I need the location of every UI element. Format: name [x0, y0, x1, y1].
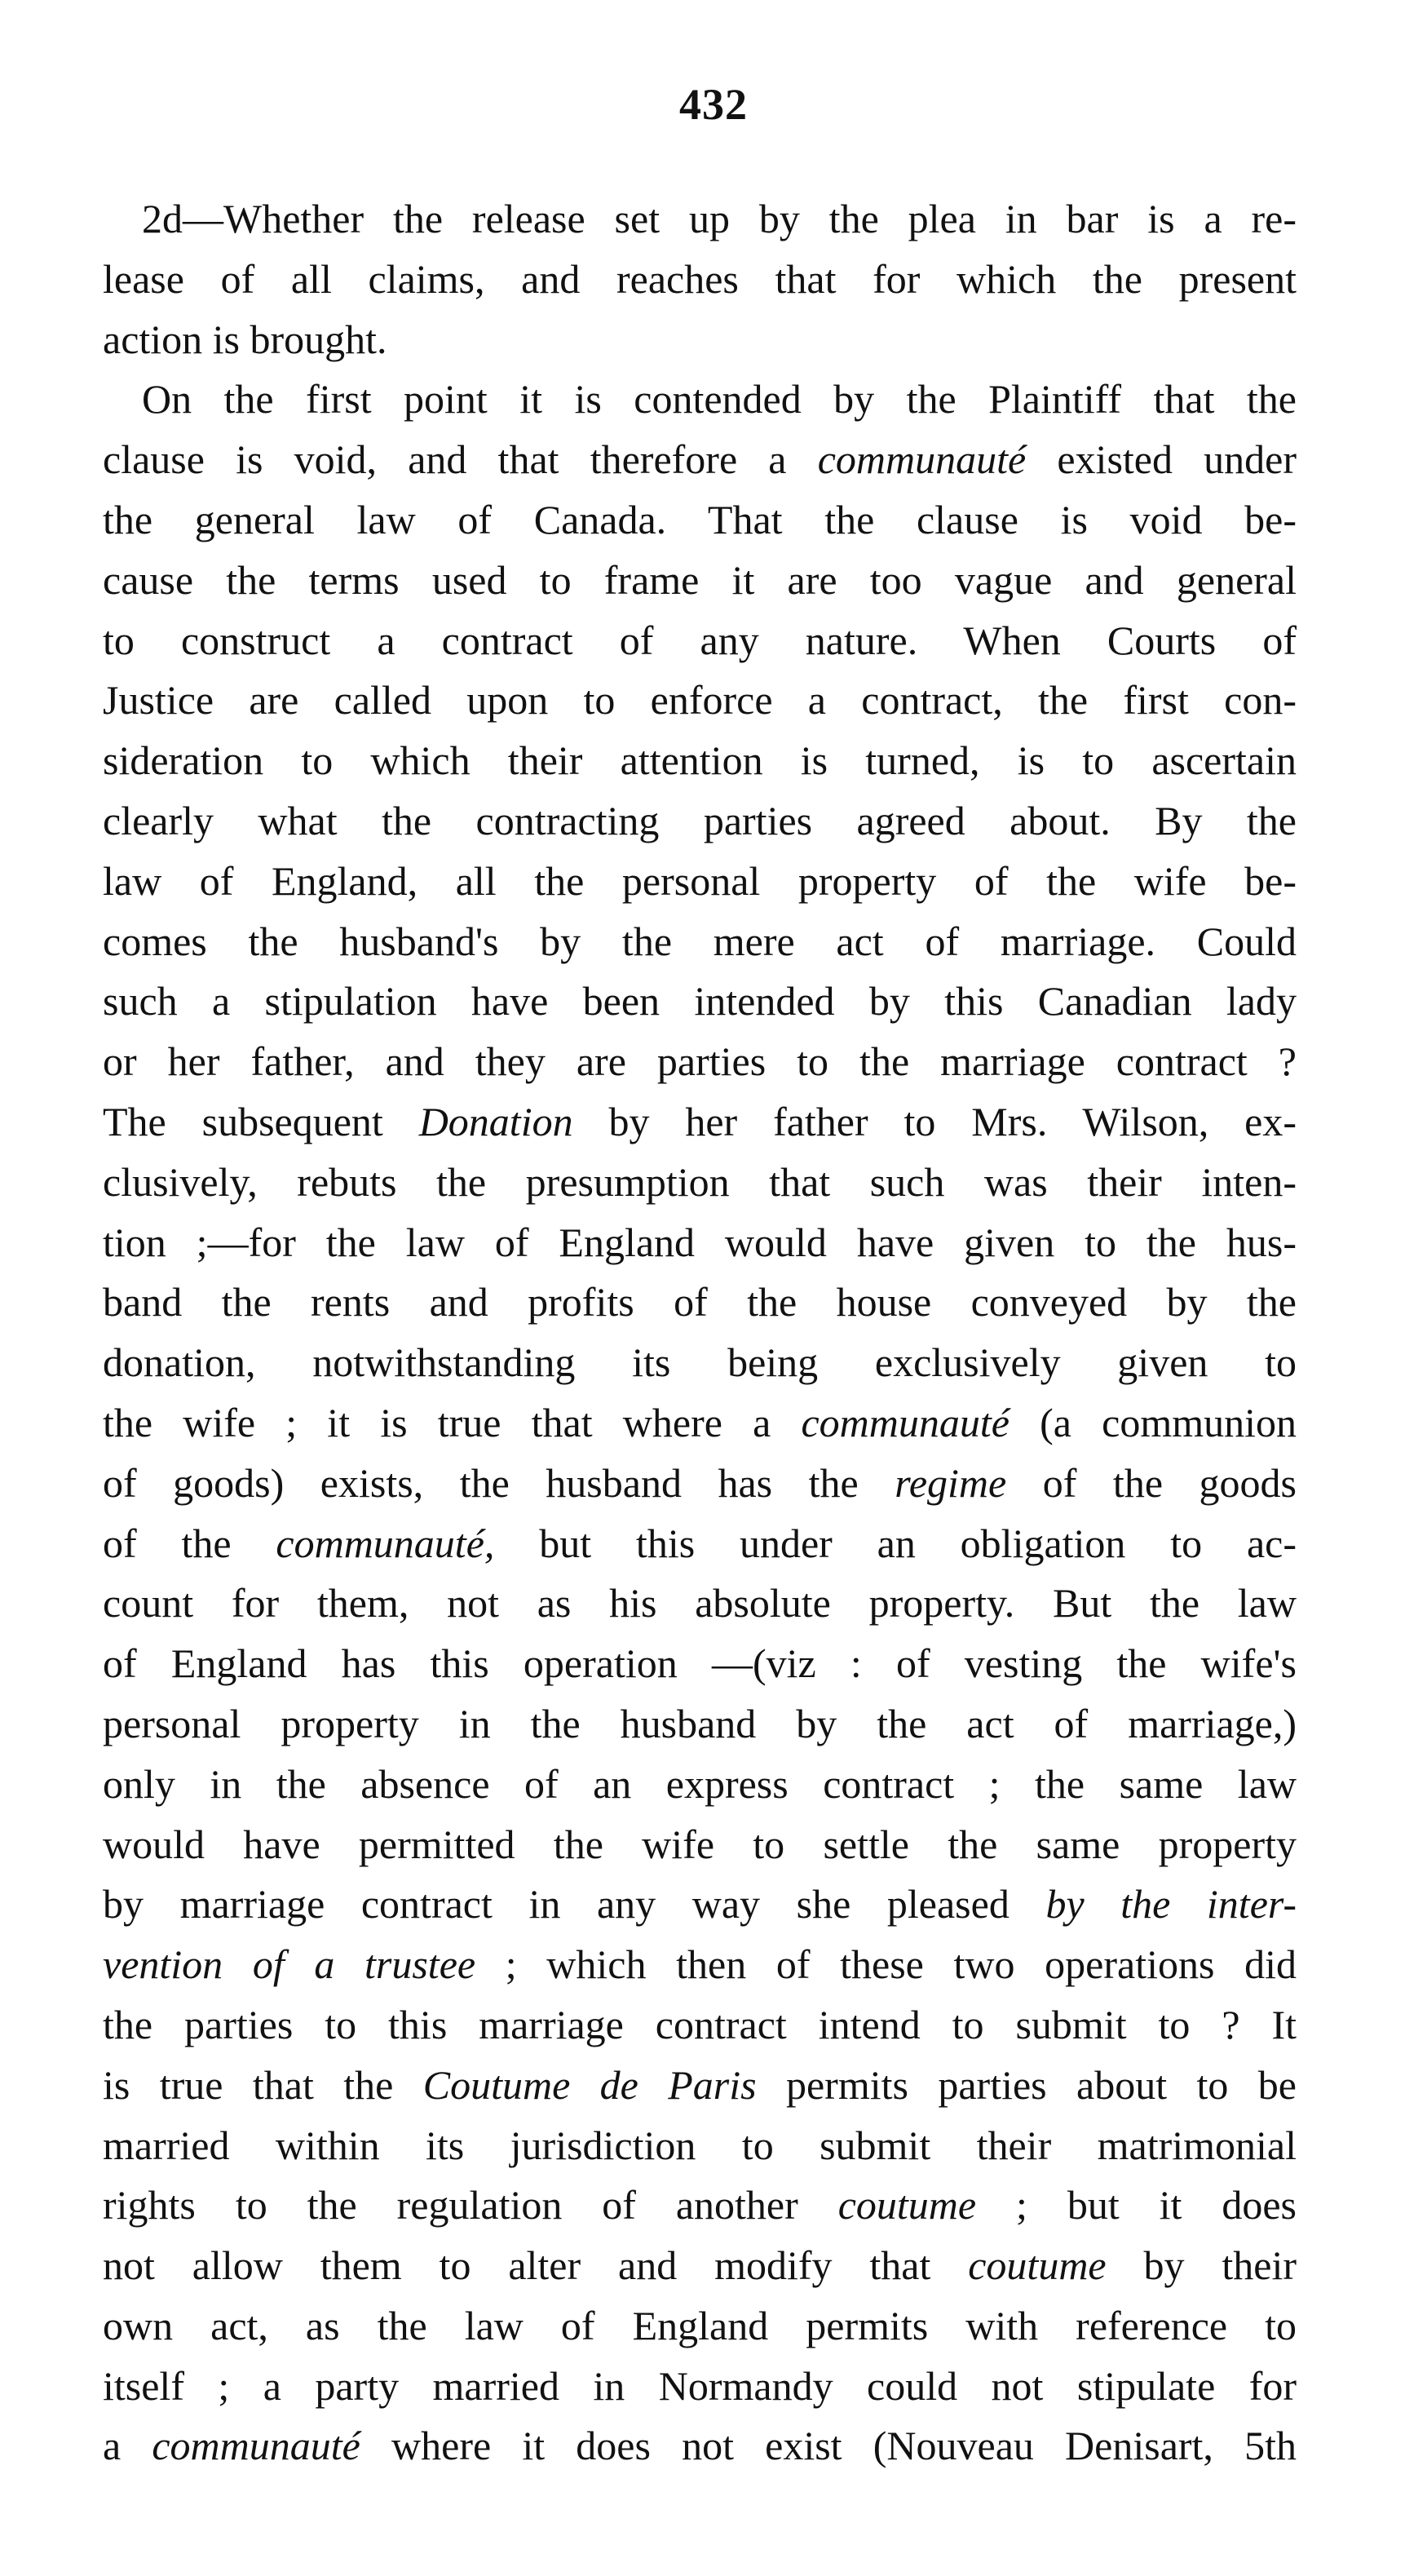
- italic-text: communauté: [817, 436, 1027, 483]
- text-line: [103, 1213, 1297, 1273]
- text-segment: to construct a contract of any nature. When Courts of: [103, 617, 1297, 663]
- text-line: [103, 310, 1297, 370]
- italic-text: Coutume de Paris: [422, 2061, 757, 2108]
- text-line: [103, 189, 1297, 250]
- text-segment: not allow them to alter and modify that: [103, 2242, 969, 2289]
- italic-text: vention of a trustee: [103, 1941, 476, 1988]
- text-segment: permits parties about to be: [756, 2061, 1297, 2108]
- text-segment: comes the husband's by the mere act of marriage. Could: [103, 918, 1297, 964]
- text-segment: The subsequent: [103, 1098, 419, 1144]
- text-segment: ; which then of these two operations did: [475, 1941, 1297, 1988]
- italic-text: communauté: [801, 1399, 1010, 1445]
- italic-text: coutume: [837, 2182, 977, 2229]
- text-segment: of the: [103, 1520, 276, 1566]
- text-line: [103, 1815, 1297, 1875]
- text-line: [103, 1573, 1297, 1634]
- text-segment: but this under an obligation to ac-: [494, 1520, 1297, 1566]
- text-line: [103, 2236, 1297, 2296]
- text-line: [103, 1694, 1297, 1755]
- text-line: [103, 1935, 1297, 1995]
- text-line: [103, 1032, 1297, 1092]
- text-line: [103, 250, 1297, 310]
- text-segment: married within its jurisdiction to submit their matrimonial: [103, 2122, 1297, 2168]
- text-line: [103, 671, 1297, 731]
- text-segment: such a stipulation have been intended by this Canadian lady: [103, 978, 1297, 1025]
- text-segment: tion ;—for the law of England would have given to the hus-: [103, 1219, 1297, 1265]
- body-text: [103, 189, 1297, 2476]
- text-line: [103, 2357, 1297, 2417]
- text-line: [103, 1333, 1297, 1393]
- text-segment: 2d—Whether the release set up by the plea in bar is a re-: [142, 196, 1297, 241]
- italic-text: by the inter-: [1045, 1881, 1297, 1928]
- text-line: [103, 490, 1297, 551]
- text-line: [103, 791, 1297, 852]
- text-segment: is true that the: [103, 2061, 423, 2108]
- text-line: [103, 1153, 1297, 1213]
- text-segment: Justice are called upon to enforce a contract, the first con-: [103, 677, 1297, 724]
- text-line: [103, 852, 1297, 912]
- text-segment: law of England, all the personal property of the wife be-: [103, 857, 1297, 904]
- text-segment: of goods) exists, the husband has the: [103, 1459, 895, 1506]
- text-line: [103, 731, 1297, 791]
- text-line: [103, 1634, 1297, 1694]
- text-line: [103, 1874, 1297, 1935]
- text-segment: by their: [1106, 2242, 1297, 2289]
- text-segment: own act, as the law of England permits with reference to: [103, 2302, 1297, 2348]
- text-segment: by marriage contract in any way she pleased: [103, 1881, 1046, 1928]
- text-segment: where it does not exist (Nouveau Denisart, 5th: [360, 2423, 1297, 2469]
- text-line: [103, 2175, 1297, 2236]
- italic-text: Donation: [418, 1098, 573, 1144]
- text-segment: the parties to this marriage contract intend to submit to ? It: [103, 2001, 1297, 2047]
- text-segment: only in the absence of an express contract ; the same law: [103, 1760, 1297, 1807]
- text-segment: or her father, and they are parties to the marriage contract ?: [103, 1038, 1297, 1085]
- text-segment: would have permitted the wife to settle the same property: [103, 1821, 1297, 1867]
- text-line: [103, 611, 1297, 671]
- text-segment: lease of all claims, and reaches that for which the present: [103, 255, 1297, 302]
- text-line: [103, 1514, 1297, 1574]
- text-segment: cause the terms used to frame it are too vague and general: [103, 556, 1297, 603]
- text-segment: by her father to Mrs. Wilson, ex-: [572, 1098, 1297, 1144]
- text-segment: count for them, not as his absolute property. But the law: [103, 1580, 1297, 1627]
- text-segment: sideration to which their attention is turned, is to ascertain: [103, 737, 1297, 784]
- text-segment: band the rents and profits of the house conveyed by the: [103, 1279, 1297, 1326]
- page-number: 432: [679, 80, 748, 129]
- text-line: [103, 370, 1297, 430]
- text-segment: itself ; a party married in Normandy could not stipulate for: [103, 2362, 1297, 2409]
- text-line: [103, 1092, 1297, 1153]
- text-segment: clearly what the contracting parties agreed about. By the: [103, 797, 1297, 843]
- text-line: [103, 2296, 1297, 2357]
- text-segment: On the first point it is contended by the Plaintiff that the: [142, 376, 1297, 423]
- text-line: [103, 972, 1297, 1032]
- text-segment: the general law of Canada. That the clause is void be-: [103, 496, 1297, 542]
- text-segment: personal property in the husband by the act of marriage,): [103, 1700, 1297, 1746]
- text-line: [103, 2056, 1297, 2116]
- text-segment: clusively, rebuts the presumption that such was their inten-: [103, 1158, 1297, 1205]
- text-line: [103, 551, 1297, 611]
- text-segment: rights to the regulation of another: [103, 2182, 838, 2229]
- text-segment: (a communion: [1009, 1399, 1297, 1445]
- italic-text: communauté: [152, 2423, 360, 2469]
- text-segment: action is brought.: [103, 316, 387, 362]
- text-line: [103, 912, 1297, 972]
- text-line: [103, 430, 1297, 490]
- text-segment: the wife ; it is true that where a: [103, 1399, 802, 1445]
- text-segment: clause is void, and that therefore a: [103, 436, 818, 483]
- text-line: [103, 1273, 1297, 1333]
- text-segment: existed under: [1026, 436, 1297, 483]
- text-line: [103, 1393, 1297, 1454]
- text-segment: of England has this operation —(viz : of vesting the wife's: [103, 1640, 1297, 1687]
- italic-text: communauté,: [276, 1520, 495, 1566]
- text-segment: a: [103, 2423, 152, 2469]
- text-segment: donation, notwithstanding its being exclusively given to: [103, 1339, 1297, 1386]
- text-line: [103, 2116, 1297, 2176]
- text-line: [103, 1454, 1297, 1514]
- italic-text: regime: [895, 1459, 1007, 1506]
- text-line: [103, 1755, 1297, 1815]
- text-segment: ; but it does: [976, 2182, 1297, 2229]
- text-segment: of the goods: [1006, 1459, 1297, 1506]
- italic-text: coutume: [968, 2242, 1107, 2289]
- text-line: [103, 1995, 1297, 2056]
- text-line: [103, 2416, 1297, 2476]
